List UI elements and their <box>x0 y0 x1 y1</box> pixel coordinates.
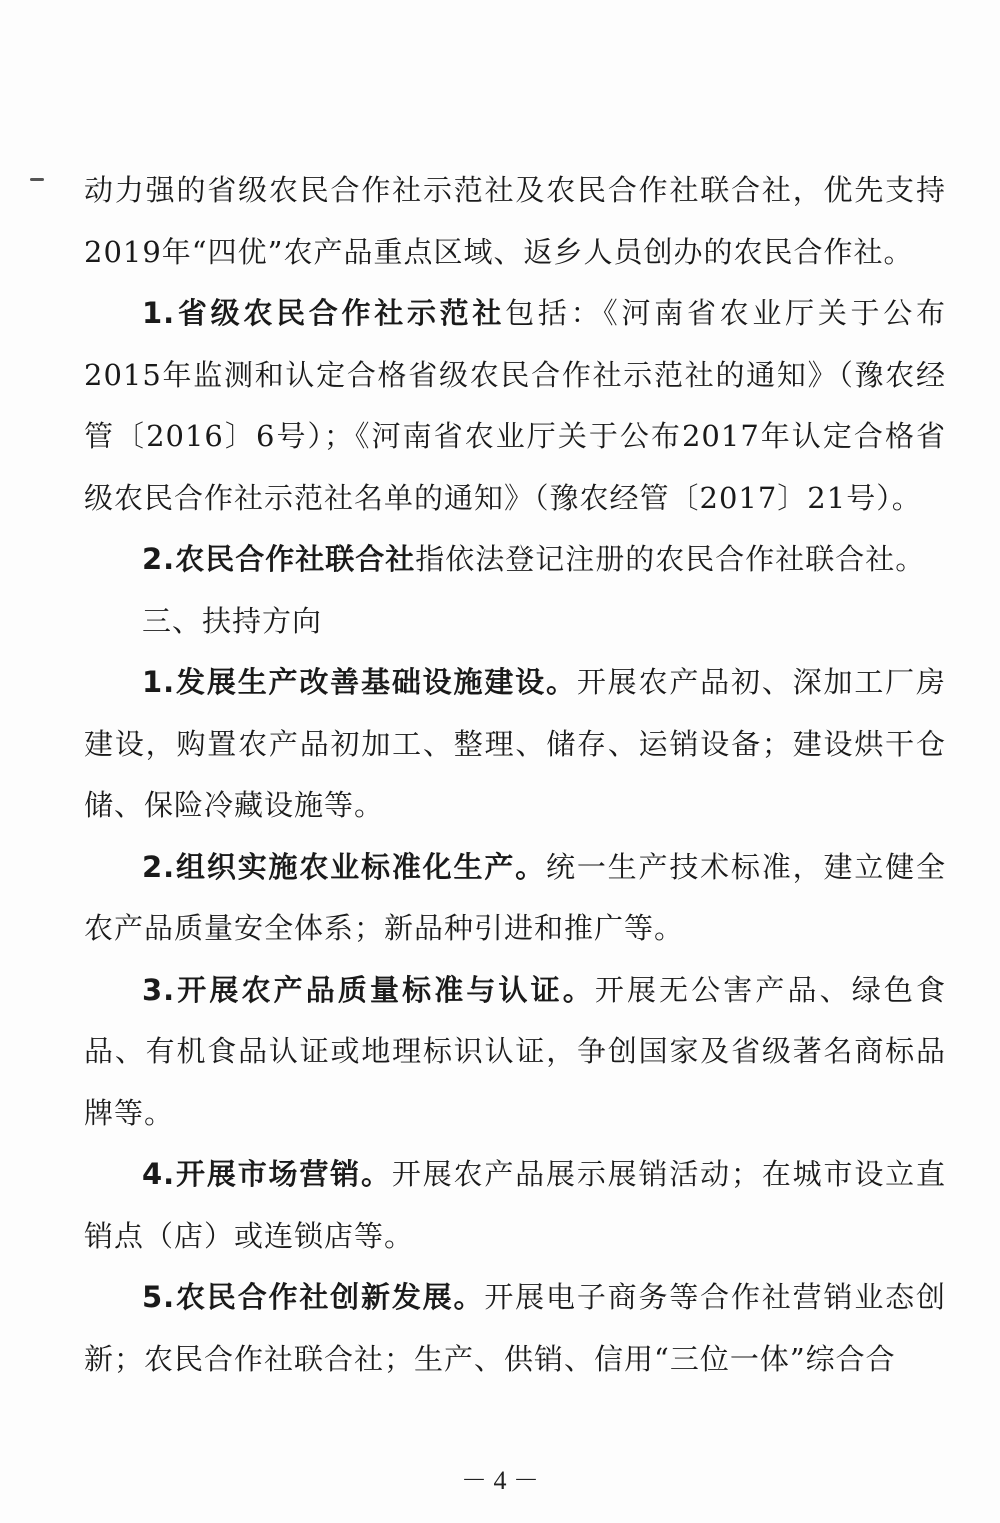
paragraph-5: 2.组织实施农业标准化生产。统一生产技术标准，建立健全农产品质量安全体系；新品种引进和推广等。 <box>84 849 946 945</box>
paragraph-2: 1.省级农民合作社示范社包括：《河南省农业厅关于公布2015年监测和认定合格省级农民合作社示范社的通知》（豫农经管〔2016〕6号）；《河南省农业厅关于公布2017年认定合格省级农民合作社示范社名单的通知》（豫农经管〔2017〕21号）。 <box>84 296 946 515</box>
scan-mark <box>30 178 44 181</box>
body-text <box>84 160 946 1390</box>
paragraph-3: 2.农民合作社联合社指依法登记注册的农民合作社联合社。 <box>142 542 926 576</box>
paragraph-7: 4.开展市场营销。开展农产品展示展销活动；在城市设立直销点（店）或连锁店等。 <box>84 1157 946 1253</box>
section-heading: 三、扶持方向 <box>142 603 323 638</box>
page-number: － 4 － <box>460 1466 539 1495</box>
paragraph-1: 动力强的省级农民合作社示范社及农民合作社联合社，优先支持2019年“四优”农产品重点区域、返乡人员创办的农民合作社。 <box>84 173 946 269</box>
paragraph-6: 3.开展农产品质量标准与认证。开展无公害产品、绿色食品、有机食品认证或地理标识认证，争创国家及省级著名商标品牌等。 <box>84 972 946 1130</box>
paragraph-4: 1.发展生产改善基础设施建设。开展农产品初、深加工厂房建设，购置农产品初加工、整理、储存、运销设备；建设烘干仓储、保险冷藏设施等。 <box>84 665 946 822</box>
paragraph-8: 5.农民合作社创新发展。开展电子商务等合作社营销业态创新；农民合作社联合社；生产、供销、信用“三位一体”综合合 <box>84 1280 946 1376</box>
